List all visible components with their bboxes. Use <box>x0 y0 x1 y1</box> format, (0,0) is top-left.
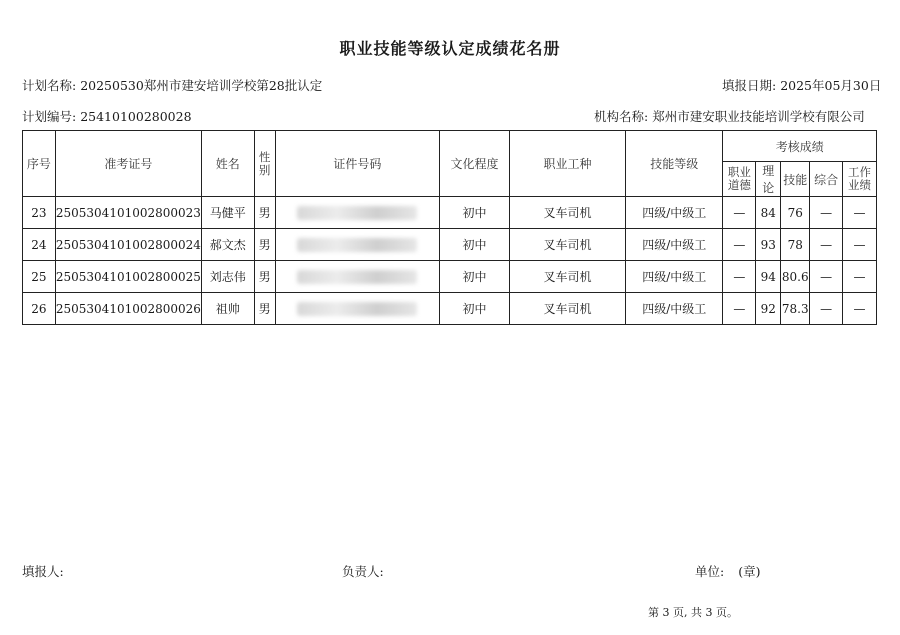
table-row <box>23 293 877 325</box>
cell-id-no-redacted <box>275 261 440 293</box>
redaction-blur <box>297 206 417 220</box>
cell-name: 郝文杰 <box>201 229 254 261</box>
cell-skill: 76 <box>781 197 810 229</box>
redaction-blur <box>297 238 417 252</box>
fill-date-line <box>722 76 881 94</box>
plan-no-value: 25410100280028 <box>80 109 192 124</box>
cell-overall: — <box>810 261 843 293</box>
table-row <box>23 197 877 229</box>
cell-name: 祖帅 <box>201 293 254 325</box>
cell-ethics: — <box>723 293 756 325</box>
cell-theory: 93 <box>756 229 781 261</box>
org-label: 机构名称: <box>594 109 649 124</box>
header-seq: 序号 <box>23 131 56 197</box>
header-scores: 考核成绩 <box>723 131 877 162</box>
cell-skill-level: 四级/中级工 <box>626 197 723 229</box>
cell-gender: 男 <box>254 261 275 293</box>
cell-gender: 男 <box>254 197 275 229</box>
cell-ethics: — <box>723 229 756 261</box>
cell-theory: 84 <box>756 197 781 229</box>
cell-skill-level: 四级/中级工 <box>626 261 723 293</box>
cell-skill: 80.6 <box>781 261 810 293</box>
header-overall: 综合 <box>810 162 843 197</box>
plan-name-label: 计划名称: <box>22 78 77 93</box>
cell-ethics: — <box>723 197 756 229</box>
cell-skill-level: 四级/中级工 <box>626 293 723 325</box>
cell-work-perf: — <box>843 261 877 293</box>
header-skill-level: 技能等级 <box>626 131 723 197</box>
cell-exam-no: 2505304101002800025 <box>55 261 201 293</box>
plan-no-label: 计划编号: <box>22 109 77 124</box>
cell-seq: 26 <box>23 293 56 325</box>
header-ethics: 职业道德 <box>723 162 756 197</box>
cell-skill-level: 四级/中级工 <box>626 229 723 261</box>
plan-name-value: 20250530郑州市建安培训学校第28批认定 <box>80 78 323 93</box>
responsible-label: 负责人: <box>342 564 384 579</box>
cell-exam-no: 2505304101002800026 <box>55 293 201 325</box>
cell-work-perf: — <box>843 229 877 261</box>
fill-date-label: 填报日期: <box>722 78 777 93</box>
cell-theory: 94 <box>756 261 781 293</box>
header-skill: 技能 <box>781 162 810 197</box>
cell-id-no-redacted <box>275 197 440 229</box>
cell-exam-no: 2505304101002800024 <box>55 229 201 261</box>
header-occupation: 职业工种 <box>509 131 625 197</box>
cell-id-no-redacted <box>275 229 440 261</box>
cell-gender: 男 <box>254 229 275 261</box>
cell-gender: 男 <box>254 293 275 325</box>
page-indicator: 第 3 页, 共 3 页。 <box>648 606 738 619</box>
cell-skill: 78 <box>781 229 810 261</box>
cell-id-no-redacted <box>275 293 440 325</box>
cell-education: 初中 <box>440 261 510 293</box>
cell-name: 马健平 <box>201 197 254 229</box>
cell-seq: 24 <box>23 229 56 261</box>
cell-education: 初中 <box>440 229 510 261</box>
cell-exam-no: 250530410100280002​3 <box>55 197 201 229</box>
header-name: 姓名 <box>201 131 254 197</box>
cell-occupation: 叉车司机 <box>509 293 625 325</box>
redaction-blur <box>297 302 417 316</box>
cell-seq: 23 <box>23 197 56 229</box>
cell-occupation: 叉车司机 <box>509 229 625 261</box>
header-work-perf: 工作业绩 <box>843 162 877 197</box>
plan-no-line <box>22 107 192 125</box>
score-table <box>22 130 877 325</box>
unit-label: 单位: <box>695 564 725 579</box>
cell-education: 初中 <box>440 293 510 325</box>
cell-education: 初中 <box>440 197 510 229</box>
filler-label: 填报人: <box>22 564 64 579</box>
fill-date-value: 2025年05月30日 <box>780 78 882 93</box>
redaction-blur <box>297 270 417 284</box>
unit-line <box>695 562 760 580</box>
header-id-no: 证件号码 <box>275 131 440 197</box>
cell-skill: 78.3 <box>781 293 810 325</box>
cell-occupation: 叉车司机 <box>509 261 625 293</box>
header-theory: 理论 <box>756 162 781 197</box>
org-value: 郑州市建安职业技能培训学校有限公司 <box>652 109 865 124</box>
cell-name: 刘志伟 <box>201 261 254 293</box>
org-line <box>594 107 865 125</box>
seal-label: (章) <box>738 564 761 579</box>
page-title: 职业技能等级认定成绩花名册 <box>339 39 561 58</box>
table-row <box>23 261 877 293</box>
header-education: 文化程度 <box>440 131 510 197</box>
cell-overall: — <box>810 197 843 229</box>
header-exam-no: 准考证号 <box>55 131 201 197</box>
header-gender: 性别 <box>254 131 275 197</box>
cell-theory: 92 <box>756 293 781 325</box>
table-row <box>23 229 877 261</box>
cell-ethics: — <box>723 261 756 293</box>
plan-name-line <box>22 76 322 94</box>
cell-overall: — <box>810 229 843 261</box>
cell-seq: 25 <box>23 261 56 293</box>
cell-work-perf: — <box>843 293 877 325</box>
cell-occupation: 叉车司机 <box>509 197 625 229</box>
cell-work-perf: — <box>843 197 877 229</box>
cell-overall: — <box>810 293 843 325</box>
